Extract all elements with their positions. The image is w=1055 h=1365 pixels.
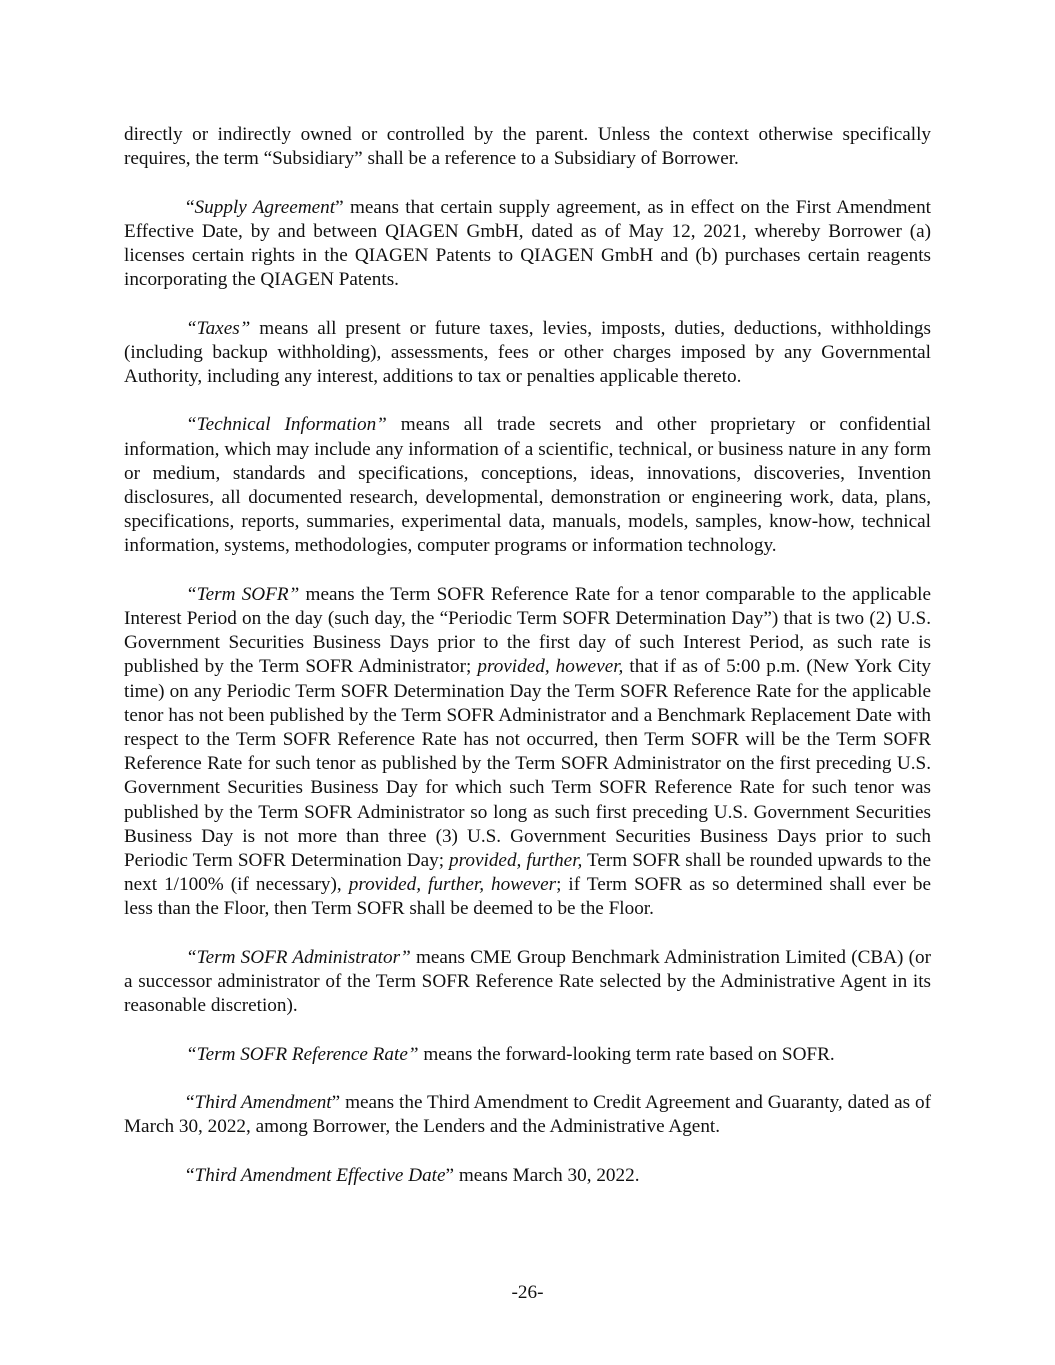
open-quote: “ (186, 1164, 195, 1186)
definition-body: means CME Group Benchmark Administration Limited (CBA) (or a successor administrator of the Term SOFR Reference Rate selected by the Administrative Agent in its reasonable discretion). (124, 946, 932, 1017)
definition-body-part-1: means the Term SOFR Reference Rate for a tenor comparable to the applicable Interest Period on the day (such day, the “Periodic Term SOFR Determination Day”) that is two (2) U.S. Government Securities Business Days prior to the first day of such Interest Period, as such rate is published by the Term SOFR Administrator; (124, 583, 932, 678)
proviso-italic-3: provided, further, however (348, 874, 557, 896)
definition-body: means that certain supply agreement, as in effect on the First Amendment Effective Date, by and between QIAGEN GmbH, dated as of May 12, 2021, whereby Borrower (a) licenses certain rights in the QIAGEN Patents to QIAGEN GmbH and (b) purchases certain reagents incorporating the QIAGEN Patents. (124, 196, 932, 291)
open-quote: “ (186, 1092, 195, 1114)
paragraph-text: directly or indirectly owned or controlled by the parent. Unless the context otherwise specifically requires, the term “Subsidiary” shall be a reference to a Subsidiary of Borrower. (124, 124, 931, 170)
definition-term-sofr (124, 583, 931, 922)
definition-body: means all present or future taxes, levies, imposts, duties, deductions, withholdings (including backup withholding), assessments, fees or other charges imposed by any Governmental Authority, including any interest, additions to tax or penalties applicable thereto. (124, 317, 931, 387)
defined-term: “Taxes” (186, 317, 251, 339)
proviso-italic-1: provided, however, (477, 656, 624, 678)
definition-body-part-4: ; if Term SOFR as so determined shall ever be less than the Floor, then Term SOFR shall be deemed to be the Floor. (124, 874, 931, 920)
page-number: -26- (511, 1282, 544, 1303)
paragraph-subsidiary-continuation (124, 123, 931, 171)
definition-third-amendment (124, 1091, 931, 1139)
definition-taxes (124, 317, 931, 390)
close-quote: ” (331, 1092, 341, 1114)
defined-term: Third Amendment (194, 1092, 332, 1114)
proviso-italic-2: provided, further, (449, 850, 583, 872)
definition-body: means March 30, 2022. (454, 1164, 640, 1186)
defined-term: Supply Agreement (194, 196, 336, 218)
definition-term-sofr-reference-rate (124, 1043, 931, 1067)
definition-third-amendment-effective-date (124, 1164, 931, 1188)
definition-body: means the Third Amendment to Credit Agreement and Guaranty, dated as of March 30, 2022, among Borrower, the Lenders and the Administrative Agent. (124, 1092, 931, 1138)
defined-term: Third Amendment Effective Date (194, 1164, 446, 1186)
definition-body: means the forward-looking term rate based on SOFR. (418, 1043, 835, 1065)
document-page (124, 123, 931, 1212)
definition-term-sofr-administrator (124, 946, 931, 1019)
definition-body: means all trade secrets and other proprietary or confidential information, which may include any information of a scientific, technical, or business nature in any form or medium, standards and specifications, conceptions, ideas, innovations, discoveries, Invention disclosures, all documented research, developmental, demonstration or engineering work, data, plans, specifications, reports, summaries, experimental data, manuals, models, samples, know-how, technical information, systems, methodologies, computer programs or information technology. (124, 414, 932, 557)
defined-term: “Technical Information” (186, 414, 387, 436)
definition-technical-information (124, 413, 931, 558)
defined-term: “Term SOFR Reference Rate” (186, 1043, 419, 1065)
definition-body-part-3: Term SOFR shall be rounded upwards to the next 1/100% (if necessary), (124, 850, 931, 896)
definition-supply-agreement (124, 196, 931, 293)
defined-term: “Term SOFR Administrator” (186, 946, 411, 968)
open-quote: “ (186, 196, 195, 218)
defined-term: “Term SOFR” (186, 583, 300, 605)
definition-body-part-2: that if as of 5:00 p.m. (New York City time) on any Periodic Term SOFR Determination Day the Term SOFR Reference Rate for the applicable tenor has not been published by the Term SOFR Administrator and a Benchmark Replacement Date with respect to the Term SOFR Reference Rate has not occurred, then Term SOFR will be the Term SOFR Reference Rate for such tenor as published by the Term SOFR Administrator on the first preceding U.S. Government Securities Business Day for which such Term SOFR Reference Rate for such tenor was published by the Term SOFR Administrator so long as such first preceding U.S. Government Securities Business Day is not more than three (3) U.S. Government Securities Business Days prior to such Periodic Term SOFR Determination Day; (124, 656, 931, 872)
close-quote: ” (335, 196, 344, 218)
close-quote: ” (445, 1164, 455, 1186)
